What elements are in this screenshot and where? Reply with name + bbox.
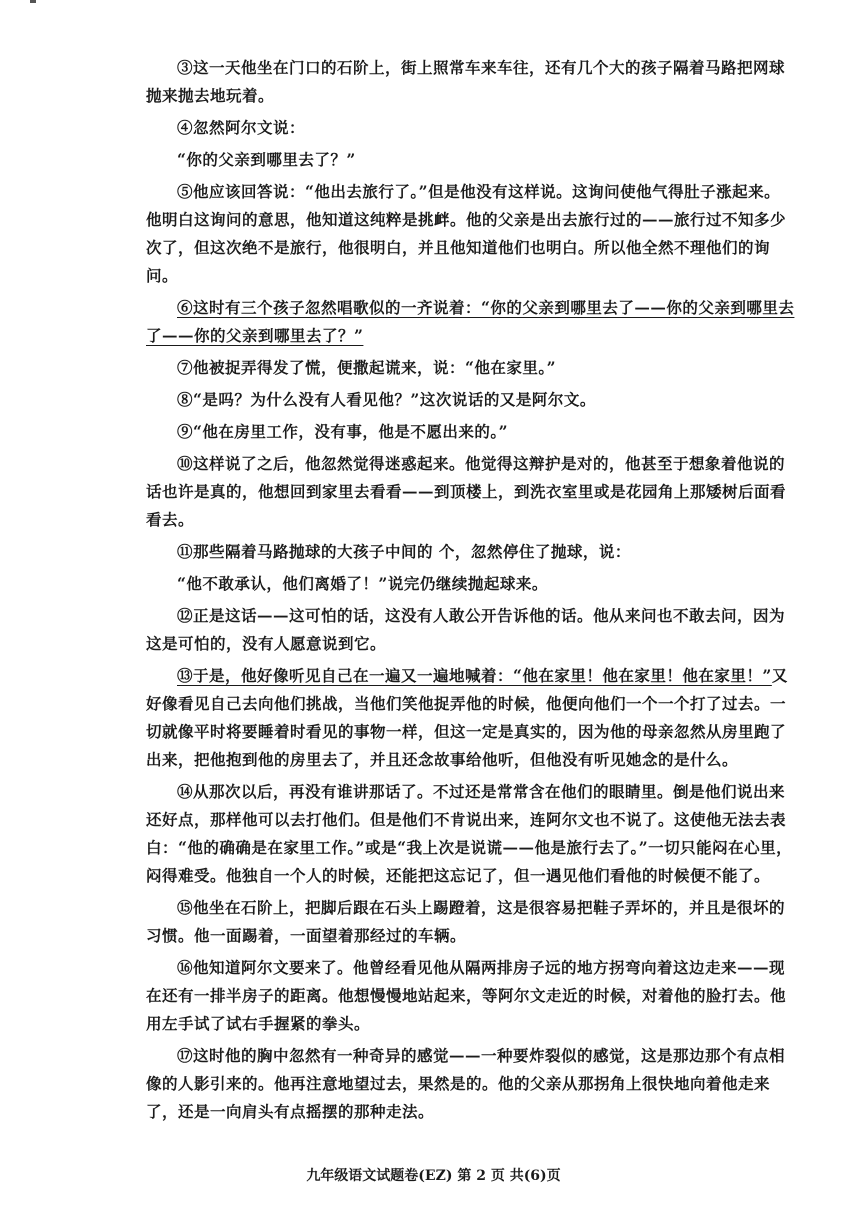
- paragraph-15: [146, 894, 796, 950]
- page-footer: 九年级语文试题卷(EZ) 第 2 页 共(6)页: [306, 1168, 561, 1184]
- paragraph-text: “你的父亲到哪里去了？”: [177, 150, 356, 169]
- paragraph-9: [146, 418, 796, 446]
- paragraph-text: ⑯他知道阿尔文要来了。他曾经看见他从隔两排房子远的地方拐弯向着这边走来——现在还有一排半房子的距离。他想慢慢地站起来，等阿尔文走近的时候，对着他的脸打去。他用左手试了试右手握紧的拳头。: [146, 958, 787, 1033]
- paragraph-text: ⑨“他在房里工作，没有事，他是不愿出来的。”: [177, 422, 509, 441]
- paragraph-3: [146, 54, 796, 110]
- paragraph-text: 又好像看见自己去向他们挑战，当他们笑他捉弄他的时候，他便向他们一个一个打了过去。一切就像平时将要睡着时看见的事物一样，但这一定是真实的，因为他的母亲忽然从房里跑了出来，把他抱到他的房里去了，并且还念故事给他听，但他没有听见她念的是什么。: [146, 666, 788, 769]
- paragraph-text: ⑩这样说了之后，他忽然觉得迷惑起来。他觉得这辩护是对的，他甚至于想象着他说的话也许是真的，他想回到家里去看看——到顶楼上，到洗衣室里或是花园角上那矮树后面看看去。: [146, 454, 787, 529]
- paragraph-text: ⑧“是吗？为什么没有人看见他？”这次说话的又是阿尔文。: [177, 390, 596, 409]
- paragraph-text: ⑮他坐在石阶上，把脚后跟在石头上踢蹬着，这是很容易把鞋子弄坏的，并且是很坏的习惯。他一面踢着，一面望着那经过的车辆。: [146, 898, 786, 945]
- paragraph-6: [146, 294, 796, 350]
- paragraph-10: [146, 450, 796, 534]
- paragraph-text: ⑫正是这话——这可怕的话，这没有人敢公开告诉他的话。他从来问也不敢去问，因为这是可怕的，没有人愿意说到它。: [146, 606, 786, 653]
- paragraph-11: [146, 538, 796, 566]
- paragraph-text: ④忽然阿尔文说：: [177, 118, 306, 137]
- paragraph-16: [146, 954, 796, 1038]
- paragraph-text: ⑤他应该回答说：“他出去旅行了。”但是他没有这样说。这询问使他气得肚子涨起来。他明白这询问的意思，他知道这纯粹是挑衅。他的父亲是出去旅行过的——旅行过不知多少次了，但这次绝不是旅行，他很明白，并且他知道他们也明白。所以他全然不理他们的询问。: [146, 182, 787, 285]
- paragraph-5: [146, 178, 796, 290]
- underlined-sentence: ⑬于是，他好像听见自己在一遍又一遍地喊着：“他在家里！他在家里！他在家里！”: [177, 666, 772, 685]
- reading-passage: [146, 54, 796, 1130]
- paragraph-17: [146, 1042, 796, 1126]
- paragraph-4: [146, 114, 796, 142]
- paragraph-text: “他不敢承认，他们离婚了！”说完仍继续抛起球来。: [177, 574, 548, 593]
- paragraph-11-quote: [146, 570, 796, 598]
- paragraph-7: [146, 354, 796, 382]
- corner-mark: [30, 0, 36, 3]
- paragraph-13: [146, 662, 796, 774]
- paragraph-text: ⑰这时他的胸中忽然有一种奇异的感觉——一种要炸裂似的感觉，这是那边那个有点相像的人影引来的。他再注意地望过去，果然是的。他的父亲从那拐角上很快地向着他走来了，还是一向肩头有点摇摆的那种走法。: [146, 1046, 786, 1121]
- paragraph-text: ⑦他被捉弄得发了慌，便撒起谎来，说：“他在家里。”: [177, 358, 557, 377]
- paragraph-text: ⑭从那次以后，再没有谁讲那话了。不过还是常常含在他们的眼睛里。倒是他们说出来还好点，那样他可以去打他们。但是他们不肯说出来，连阿尔文也不说了。这使他无法去表白：“他的确确是在家里工作。”或是“我上次是说谎——他是旅行去了。”一切只能闷在心里，闷得难受。他独自一个人的时候，还能把这忘记了，但一遇见他们看他的时候便不能了。: [146, 782, 793, 885]
- paragraph-8: [146, 386, 796, 414]
- paragraph-4-quote: [146, 146, 796, 174]
- paragraph-14: [146, 778, 796, 890]
- paragraph-text: ⑪那些隔着马路抛球的大孩子中间的 个，忽然停住了抛球，说：: [177, 542, 631, 561]
- paragraph-text: ③这一天他坐在门口的石阶上，街上照常车来车往，还有几个大的孩子隔着马路把网球抛来抛去地玩着。: [146, 58, 786, 105]
- paragraph-12: [146, 602, 796, 658]
- underlined-sentence: ⑥这时有三个孩子忽然唱歌似的一齐说着：“你的父亲到哪里去了——你的父亲到哪里去了——你的父亲到哪里去了？”: [146, 298, 795, 345]
